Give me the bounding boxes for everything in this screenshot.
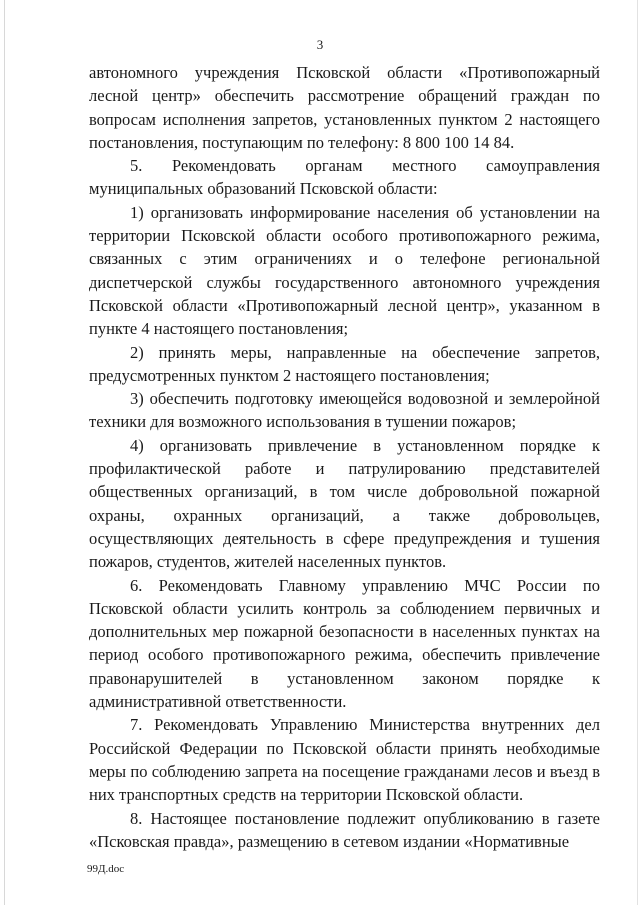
paragraph-item-5: 5. Рекомендовать органам местного самоуправления муниципальных образований Псковской области: <box>89 156 600 199</box>
paragraph-subitem-3: 3) обеспечить подготовку имеющейся водовозной и землеройной техники для возможного использования в тушении пожаров; <box>89 389 600 432</box>
paragraph-subitem-1: 1) организовать информирование населения об установлении на территории Псковской области особого противопожарного режима, связанных с этим ограничениях и о телефоне региональной диспетчерской службы государственного автономного учреждения Псковской области «Противопожарный лесной центр», указанном в пункте 4 настоящего постановления; <box>89 202 600 339</box>
footer-filename: 99Д.doc <box>87 863 125 875</box>
paragraph-subitem-4: 4) организовать привлечение в установленном порядке к профилактической работе и патрулированию представителей общественных организаций, в том числе добровольной пожарной охраны, охранных организаций, а также добровольцев, осуществляющих деятельность в сфере предупреждения и тушения пожаров, студентов, жителей населенных пунктов. <box>89 435 600 572</box>
page-edge-left <box>4 0 5 905</box>
paragraph-item-7: 7. Рекомендовать Управлению Министерства внутренних дел Российской Федерации по Псковской области принять необходимые меры по соблюдению запрета на посещение гражданами лесов и въезд в них транспортных средств на территории Псковской области. <box>89 715 600 805</box>
paragraph-subitem-2: 2) принять меры, направленные на обеспечение запретов, предусмотренных пунктом 2 настоящего постановления; <box>89 342 600 385</box>
page-edge-right <box>637 0 638 905</box>
document-body <box>89 61 600 853</box>
paragraph-continuation: автономного учреждения Псковской области «Противопожарный лесной центр» обеспечить рассмотрение обращений граждан по вопросам исполнения запретов, установленных пунктом 2 настоящего постановления, поступающим по телефону: 8 800 100 14 84. <box>89 63 600 152</box>
paragraph-item-8: 8. Настоящее постановление подлежит опубликованию в газете «Псковская правда», размещению в сетевом издании «Нормативные <box>89 808 600 851</box>
paragraph-item-6: 6. Рекомендовать Главному управлению МЧС России по Псковской области усилить контроль за соблюдением первичных и дополнительных мер пожарной безопасности в населенных пунктах на период особого противопожарного режима, обеспечить привлечение правонарушителей в установленном законом порядке к административной ответственности. <box>89 575 600 712</box>
page-number: 3 <box>316 37 324 52</box>
